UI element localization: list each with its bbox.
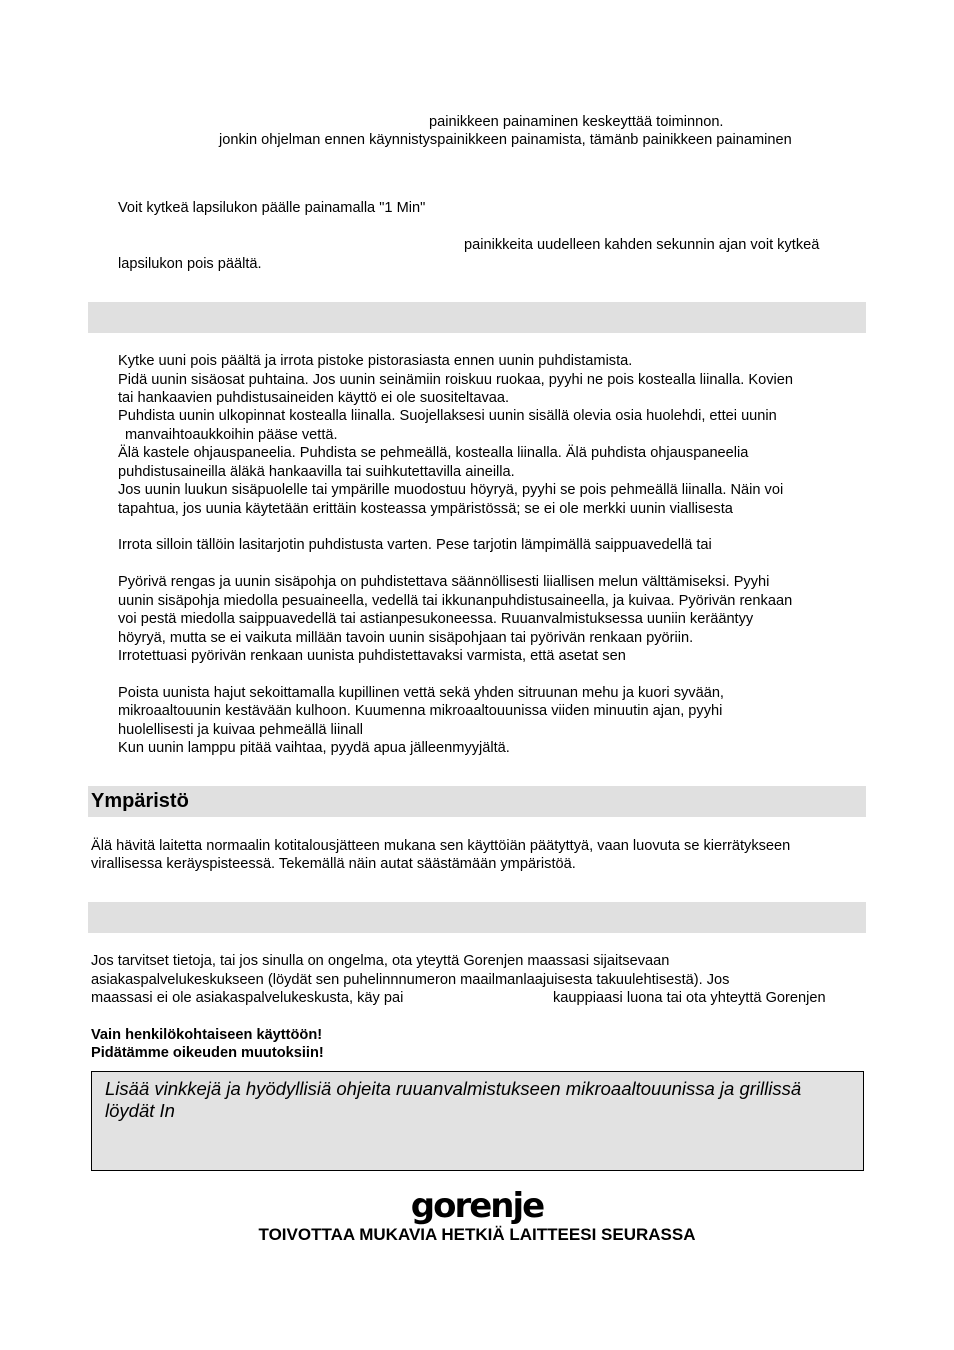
notice-personal-use: Vain henkilökohtaiseen käyttöön! xyxy=(91,1027,323,1043)
text-line: Kun uunin lamppu pitää vaihtaa, pyydä apua jälleenmyyjältä. xyxy=(118,740,510,756)
text-line: manvaihtoaukkoihin pääse vettä. xyxy=(125,427,338,443)
service-section-band xyxy=(88,902,866,933)
text-line: Voit kytkeä lapsilukon päälle painamalla "1 Min" xyxy=(118,200,426,216)
text-line: Pidä uunin sisäosat puhtaina. Jos uunin seinämiin roiskuu ruokaa, pyyhi ne pois kostealla liinalla. Kovien xyxy=(118,372,793,388)
text-line: huolellisesti ja kuivaa pehmeällä liinall xyxy=(118,722,363,738)
text-line: kauppiaasi luona tai ota yhteyttä Gorenjen xyxy=(553,990,826,1006)
text-line: jonkin ohjelman ennen käynnistyspainikkeen painamista, tämänb painikkeen painaminen xyxy=(219,132,792,148)
note-line: löydät In xyxy=(105,1100,175,1121)
section-heading: Ympäristö xyxy=(91,790,189,812)
note-line: Lisää vinkkejä ja hyödyllisiä ohjeita ruuanvalmistukseen mikroaaltouunissa ja grillissä xyxy=(105,1078,802,1099)
text-line: maassasi ei ole asiakaspalvelukeskusta, käy pai xyxy=(91,990,404,1006)
text-line: Jos tarvitset tietoja, tai jos sinulla on ongelma, ota yteyttä Gorenjen maassasi sijaitsevaan xyxy=(91,953,670,969)
environment-section-band xyxy=(88,786,866,817)
notice-rights-reserved: Pidätämme oikeuden muutoksiin! xyxy=(91,1045,324,1061)
text-line: tai hankaavien puhdistusaineiden käyttö ei ole suositeltavaa. xyxy=(118,390,510,406)
text-line: painikkeita uudelleen kahden sekunnin ajan voit kytkeä xyxy=(464,237,820,253)
text-line: Poista uunista hajut sekoittamalla kupillinen vettä sekä yhden sitruunan mehu ja kuori syvään, xyxy=(118,685,724,701)
text-line: Älä hävitä laitetta normaalin kotitalousjätteen mukana sen käyttöiän päätyttyä, vaan luovuta se kierrätykseen xyxy=(91,838,791,854)
footer-slogan: TOIVOTTAA MUKAVIA HETKIÄ LAITTEESI SEURASSA xyxy=(258,1225,696,1244)
text-line: Irrota silloin tällöin lasitarjotin puhdistusta varten. Pese tarjotin lämpimällä saippuavedellä tai xyxy=(118,537,712,553)
text-line: Kytke uuni pois päältä ja irrota pistoke pistorasiasta ennen uunin puhdistamista. xyxy=(118,353,633,369)
text-line: höyryä, mutta se ei vaikuta millään tavoin uunin sisäpohjaan tai pyörivän renkaan pyöriin. xyxy=(118,630,694,646)
text-line: puhdistusaineilla äläkä hankaavilla tai suihkutettavilla aineilla. xyxy=(118,464,515,480)
text-line: painikkeen painaminen keskeyttää toiminnon. xyxy=(429,114,724,130)
text-line: mikroaaltouunin kestävään kulhoon. Kuumenna mikroaaltouunissa viiden minuutin ajan, pyyhi xyxy=(118,703,723,719)
text-line: uunin sisäpohja miedolla pesuaineella, vedellä tai ikkunanpuhdistusaineella, ja kuivaa. Pyörivän renkaan xyxy=(118,593,793,609)
text-line: Jos uunin luukun sisäpuolelle tai ympärille muodostuu höyryä, pyyhi se pois pehmeällä liinalla. Näin voi xyxy=(118,482,784,498)
text-line: Pyörivä rengas ja uunin sisäpohja on puhdistettava säännöllisesti liiallisen melun välttämiseksi. Pyyhi xyxy=(118,574,770,590)
text-line: asiakaspalvelukeskukseen (löydät sen puhelinnnumeron maailmanlaajuisesta takuulehtisestä). Jos xyxy=(91,972,730,988)
text-line: voi pestä miedolla saippuavedellä tai astianpesukoneessa. Ruuanvalmistuksessa uuniin kerääntyy xyxy=(118,611,754,627)
gorenje-logo: gorenje xyxy=(410,1186,544,1226)
text-line: Irrotettuasi pyörivän renkaan uunista puhdistettavaksi varmista, että asetat sen xyxy=(118,648,626,664)
text-line: Puhdista uunin ulkopinnat kostealla liinalla. Suojellaksesi uunin sisällä olevia osia huolehdi, ettei uunin xyxy=(118,408,777,424)
cleaning-section-band xyxy=(88,302,866,333)
text-line: tapahtua, jos uunia käytetään erittäin kosteassa ympäristössä; se ei ole merkki uunin viallisesta xyxy=(118,501,733,517)
text-line: lapsilukon pois päältä. xyxy=(118,256,262,272)
text-line: Älä kastele ohjauspaneelia. Puhdista se pehmeällä, kostealla liinalla. Älä puhdista ohjauspaneelia xyxy=(118,445,749,461)
text-line: virallisessa keräyspisteessä. Tekemällä näin autat säästämään ympäristöä. xyxy=(91,856,576,872)
tips-note-box xyxy=(91,1071,864,1171)
